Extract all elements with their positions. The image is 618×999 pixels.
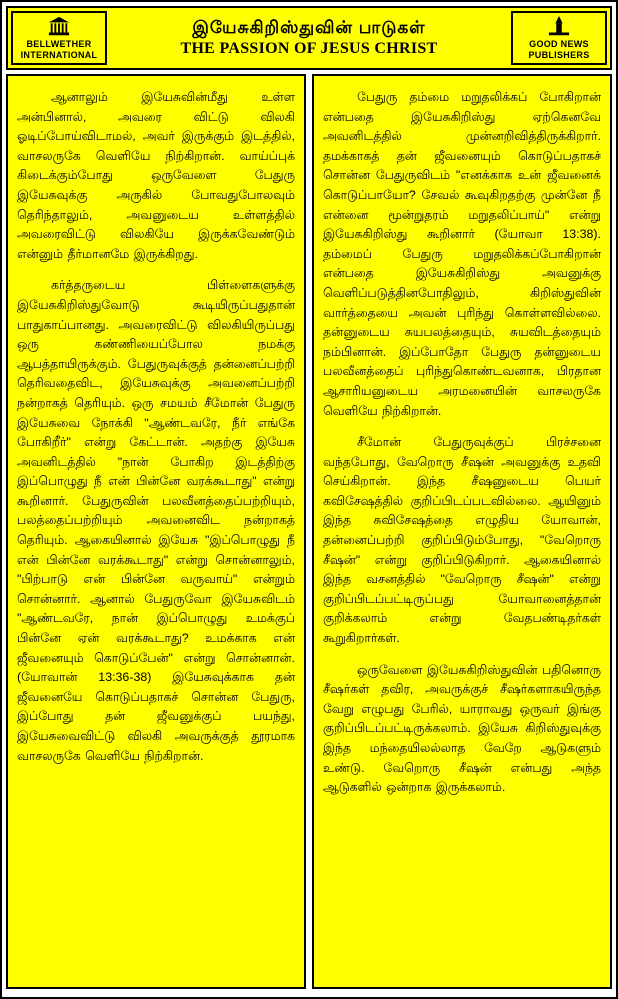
page-header: [6, 6, 612, 70]
paragraph: ஒருவேளை இயேசுகிறிஸ்துவின் பதினொரு சீஷர்கள் தவிர, அவருக்குச் சீஷர்களாகயிருந்த வேறு எழுபது பேரில், யாராவது ஒருவர் இங்கு குறிப்பிடப்பட்டிருக்கலாம். இயேசு கிறிஸ்துவுக்கு இந்த மந்தையிலல்லாத வேறே ஆடுகளும் உண்டு. வேறொரு சீஷன் என்பது அந்த ஆடுகளில் ஒன்றாக இருக்கலாம்.: [323, 662, 601, 795]
logo-line-2: PUBLISHERS: [528, 49, 590, 60]
paragraph: ஆனாலும் இயேசுவின்மீது உள்ள அன்பினால், அவரை விட்டு விலகி ஓடிப்போய்விடாமல், அவர் இருக்கும் இடத்தில், வாசலருகே வெளியே நிற்கிறான். வாய்ப்புக் கிடைக்கும்போது ஒருவேளை பேதுரு இயேசுவுக்கு அருகில் போவதுபோலவும் தெரிந்தாலும், அவனுடைய உள்ளத்தில் அவரைவிட்டு விலகியே இருக்கவேண்டும் என்னும் தீர்மானமே இருக்கிறது.: [17, 90, 295, 261]
paragraph: கர்த்தருடைய பிள்ளைகளுக்கு இயேசுகிறிஸ்துவோடு கூடியிருப்பதுதான் பாதுகாப்பானது. அவரைவிட்டு விலகியிருப்பது ஒரு கண்ணியைப்போல நமக்கு ஆபத்தாயிருக்கும். பேதுருவுக்குத் தன்னைப்பற்றி தெரிவதைவிட, இயேசுவுக்கு அவனைப்பற்றி நன்றாகத் தெரியும். ஒரு சமயம் சீமோன் பேதுரு இயேசுவை நோக்கி "ஆண்டவரே, நீர் எங்கே போகிறீர்" என்று கேட்டான். அதற்கு இயேசு அவனிடத்தில் "நான் போகிற இடத்திற்கு இப்பொழுது நீ என் பின்னே வரக்கூடாது" என்று கூறினார். பேதுருவின் பலவீனத்தைப்பற்றியும், பலத்தைப்பற்றியும் அவனைவிட நன்றாகத் தெரியும். ஆகையினால் இயேசு "இப்பொழுது நீ என் பின்னே வரக்கூடாது" என்று சொன்னாலும், "பிற்பாடு என் பின்னே வருவாய்" என்றும் சொன்னார். ஆனால் பேதுருவோ இயேசுவிடம் "ஆண்டவரே, நான் இப்பொழுது உமக்குப் பின்னே ஏன் வரக்கூடாது? உமக்காக என் ஜீவனையும் கொடுப்பேன்" என்று சொன்னான். (யோவான் 13:36-38) இயேசுவுக்காக தன் ஜீவனையே கொடுப்பதாகச் சொன்ன பேதுரு, இப்போது தன் ஜீவனுக்குப் பயந்து, இயேசுவைவிட்டு விலகி அவருக்குத் தூரமாக வாசலருகே வெளியே நிற்கிறான்.: [17, 278, 295, 763]
torch-icon: [548, 16, 570, 38]
building-icon: [48, 16, 70, 38]
left-column: [6, 74, 306, 989]
logo-line-1: BELLWETHER: [26, 38, 92, 49]
paragraph: பேதுரு தம்மை மறுதலிக்கப் போகிறான் என்பதை இயேசுகிறிஸ்து ஏற்கெனவே அவனிடத்தில் முன்னறிவித்திருக்கிறார். தமக்காகத் தன் ஜீவனையும் கொடுப்பதாகச் சொன்ன பேதுருவிடம் "எனக்காக உன் ஜீவனைக் கொடுப்பாயோ? சேவல் கூவுகிறதற்கு முன்னே நீ என்னை மூன்றுதரம் மறுதலிப்பாய்" என்று இயேசுகிறிஸ்து கூறினார் (யோவா 13:38). தம்மைப் பேதுரு மறுதலிக்கப்போகிறான் என்பதை இயேசுகிறிஸ்து அவனுக்கு வெளிப்படுத்தினபோதிலும், கிறிஸ்துவின் வார்த்தையை அவன் புரிந்து கொள்ளவில்லை. தன்னுடைய சுயபலத்தையும், சுயவிடத்தையும் நம்பினான். இப்போதோ பேதுரு தன்னுடைய பலவீனத்தைப் புரிந்துகொண்டவனாக, பிரதான ஆசாரியனுடைய அரமனையின் வாசலருகே வெளியே நிற்கிறான்.: [323, 90, 601, 418]
good-news-publishers-logo: [511, 11, 607, 65]
right-column: [312, 74, 612, 989]
title-english: THE PASSION OF JESUS CHRIST: [180, 40, 438, 57]
article-body: [6, 74, 612, 989]
logo-line-1: GOOD NEWS: [529, 38, 589, 49]
page-title: [110, 8, 508, 68]
logo-line-2: INTERNATIONAL: [20, 49, 98, 60]
title-tamil: இயேசுகிறிஸ்துவின் பாடுகள்: [192, 18, 426, 37]
paragraph: சீமோன் பேதுருவுக்குப் பிரச்சனை வந்தபோது, வேறொரு சீஷன் அவனுக்கு உதவி செய்கிறான். இந்த சீஷனுடைய பெயர் கவிசேஷத்தில் குறிப்பிடப்படவில்லை. ஆயினும் இந்த சுவிசேஷத்தை எழுதிய யோவான், தன்னைப்பற்றி குறிப்பிடும்போது, "வேறொரு சீஷன்" என்று குறிப்பிடுகிறார். ஆகையினால் இந்த வசனத்தில் "வேறொரு சீஷன்" என்று குறிப்பிடப்பட்டிருப்பது யோவானைத்தான் குறிக்கலாம் என்று வேதபண்டிதர்கள் கூறுகிறார்கள்.: [323, 435, 601, 646]
bellwether-international-logo: [11, 11, 107, 65]
